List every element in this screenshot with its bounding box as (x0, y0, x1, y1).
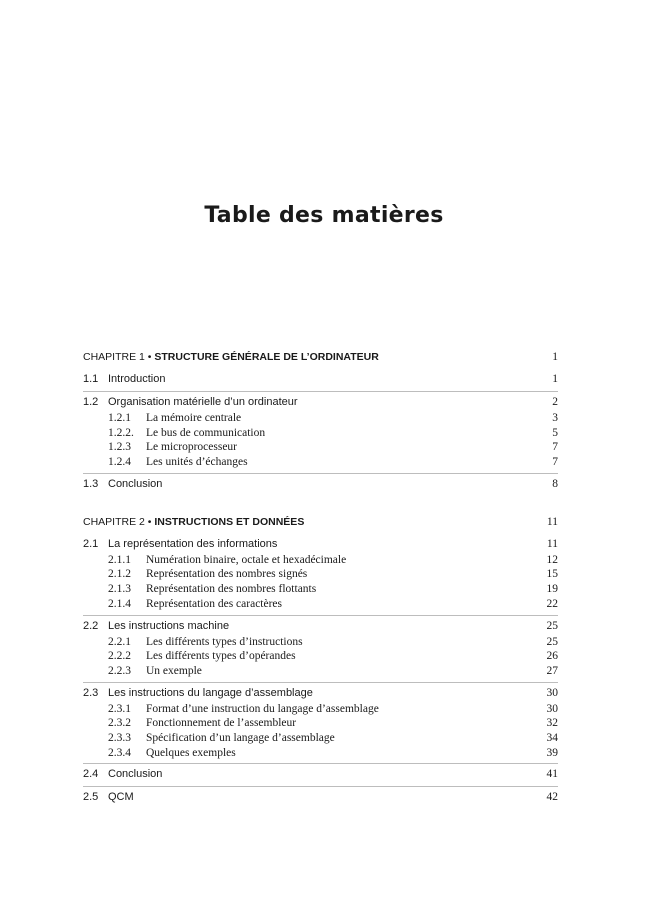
subsection-number: 1.2.1 (108, 412, 131, 424)
subsection-title: Fonctionnement de l’assembleur (146, 717, 297, 730)
section-number: 1.1 (83, 373, 99, 385)
subsection-title: Représentation des nombres signés (146, 568, 308, 581)
subsection-number: 2.2.3 (108, 664, 131, 677)
section-title: Organisation matérielle d’un ordinateur (108, 396, 298, 408)
subsection-number: 2.2.1 (108, 635, 131, 648)
page-number: 1 (552, 373, 558, 385)
subsection-2-3-2[interactable] (83, 716, 558, 731)
page-number: 1 (552, 351, 558, 363)
section-2-2[interactable] (83, 617, 558, 635)
subsection-2-1-2[interactable] (83, 567, 558, 582)
page-number: 19 (546, 583, 558, 596)
section-1-3[interactable] (83, 475, 558, 493)
subsection-2-1-3[interactable] (83, 582, 558, 597)
divider (83, 473, 558, 474)
chapter-2-heading[interactable] (83, 513, 558, 531)
page-number: 12 (546, 553, 558, 566)
subsection-title: La mémoire centrale (146, 412, 242, 424)
page-number: 11 (546, 515, 558, 528)
section-number: 1.2 (83, 396, 99, 408)
section-2-3[interactable] (83, 684, 558, 702)
page-number: 7 (552, 441, 558, 454)
divider (83, 391, 558, 392)
section-title: Les instructions du langage d’assemblage (108, 686, 313, 699)
subsection-number: 1.2.4 (108, 456, 131, 469)
subsection-number: 2.3.3 (108, 731, 131, 744)
chapter-bullet: • (147, 351, 152, 363)
page-number: 42 (546, 791, 558, 804)
subsection-title: Un exemple (146, 664, 202, 677)
subsection-number: 2.1.4 (108, 597, 131, 610)
subsection-2-1-4[interactable] (83, 597, 558, 612)
page-title: Table des matières (204, 203, 444, 228)
subsection-title: Spécification d’un langage d’assemblage (146, 731, 335, 744)
page-number: 30 (546, 702, 558, 715)
subsection-number: 2.2.2 (108, 650, 131, 663)
section-1-2[interactable] (83, 393, 558, 411)
subsection-number: 1.2.2. (108, 426, 134, 439)
subsection-title: Le bus de communication (146, 426, 266, 439)
page-number: 22 (546, 597, 558, 610)
page-number: 39 (546, 746, 558, 759)
subsection-title: Le microprocesseur (146, 441, 238, 454)
subsection-2-1-1[interactable] (83, 553, 558, 568)
section-title: Les instructions machine (108, 619, 230, 632)
chapter-1-heading[interactable] (83, 348, 558, 366)
divider (83, 786, 558, 787)
page-number: 3 (552, 412, 558, 424)
section-number: 1.3 (83, 477, 99, 490)
divider (83, 615, 558, 616)
section-2-4[interactable] (83, 765, 558, 783)
page-number: 7 (552, 456, 558, 469)
table-of-contents (83, 348, 558, 806)
section-number: 2.3 (83, 686, 99, 699)
section-title: Conclusion (108, 768, 163, 781)
subsection-2-3-1[interactable] (83, 702, 558, 717)
subsection-number: 2.1.3 (108, 583, 131, 596)
subsection-number: 2.3.1 (108, 702, 131, 715)
subsection-title: Quelques exemples (146, 746, 236, 759)
subsection-title: Les différents types d’opérandes (146, 650, 296, 663)
page-number: 5 (552, 426, 558, 439)
chapter-label: CHAPITRE 2 (83, 515, 145, 528)
subsection-2-2-1[interactable] (83, 635, 558, 650)
page-number: 25 (546, 619, 558, 632)
subsection-number: 2.1.1 (108, 553, 131, 566)
subsection-2-3-4[interactable] (83, 746, 558, 761)
section-2-1[interactable] (83, 535, 558, 553)
section-title: La représentation des informations (108, 537, 278, 550)
divider (83, 763, 558, 764)
chapter-bullet: • (147, 515, 152, 528)
page-number: 27 (546, 664, 558, 677)
page-number: 8 (552, 477, 558, 490)
section-title: Conclusion (108, 477, 163, 490)
subsection-number: 1.2.3 (108, 441, 131, 454)
subsection-2-2-3[interactable] (83, 664, 558, 679)
subsection-title: Représentation des caractères (146, 597, 283, 610)
chapter-title: STRUCTURE GÉNÉRALE DE L’ORDINATEUR (154, 351, 379, 363)
chapter-title: INSTRUCTIONS ET DONNÉES (154, 515, 305, 528)
section-number: 2.5 (83, 791, 99, 804)
page-number: 25 (546, 635, 558, 648)
page-number: 30 (546, 686, 558, 699)
subsection-2-3-3[interactable] (83, 731, 558, 746)
subsection-1-2-1[interactable] (83, 411, 558, 426)
section-2-5[interactable] (83, 788, 558, 806)
subsection-title: Les différents types d’instructions (146, 635, 303, 648)
subsection-number: 2.3.4 (108, 746, 131, 759)
subsection-title: Représentation des nombres flottants (146, 583, 317, 596)
subsection-title: Numération binaire, octale et hexadécimale (146, 553, 347, 566)
section-1-1[interactable] (83, 370, 558, 388)
subsection-1-2-4[interactable] (83, 455, 558, 470)
section-number: 2.1 (83, 537, 99, 550)
subsection-1-2-3[interactable] (83, 440, 558, 455)
page-number: 11 (546, 537, 558, 550)
page-number: 15 (546, 568, 558, 581)
divider (83, 682, 558, 683)
subsection-number: 2.1.2 (108, 568, 131, 581)
section-number: 2.2 (83, 619, 99, 632)
section-number: 2.4 (83, 768, 99, 781)
section-title: QCM (108, 791, 134, 804)
page-number: 26 (546, 650, 558, 663)
page-number: 41 (546, 768, 558, 781)
subsection-number: 2.3.2 (108, 717, 131, 730)
subsection-2-2-2[interactable] (83, 649, 558, 664)
section-title: Introduction (108, 373, 166, 385)
page-number: 2 (552, 396, 558, 408)
page-number: 32 (546, 717, 558, 730)
chapter-label: CHAPITRE 1 (83, 351, 145, 363)
subsection-1-2-2[interactable] (83, 426, 558, 441)
subsection-title: Les unités d’échanges (146, 456, 248, 469)
subsection-title: Format d’une instruction du langage d’assemblage (146, 702, 379, 715)
page-number: 34 (546, 731, 558, 744)
